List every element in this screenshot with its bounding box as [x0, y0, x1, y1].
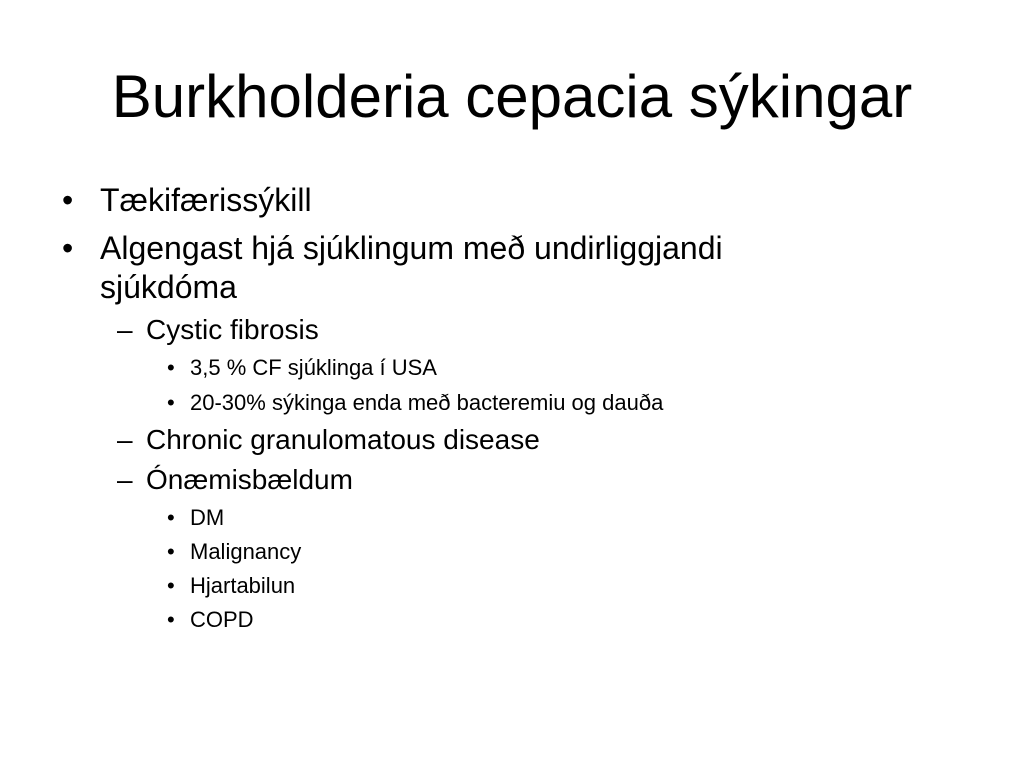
sub-sub-bullet-marker: •	[167, 505, 175, 530]
bullet-marker: •	[62, 230, 74, 266]
sub-sub-bullet-marker: •	[167, 355, 175, 380]
sub-sub-bullet-text: 20-30% sýkinga enda með bacteremiu og dauða	[190, 390, 664, 415]
sub-bullet-text: Ónæmisbældum	[146, 464, 353, 495]
bullet-text-continuation: sjúkdóma	[100, 269, 237, 305]
sub-sub-bullet-text: DM	[190, 505, 225, 530]
sub-bullet-marker: –	[117, 314, 133, 345]
sub-sub-bullet-text: Malignancy	[190, 539, 302, 564]
sub-sub-bullet-marker: •	[167, 607, 175, 632]
sub-bullet-text: Cystic fibrosis	[146, 314, 319, 345]
sub-sub-bullet-text: COPD	[190, 607, 254, 632]
sub-bullet-text: Chronic granulomatous disease	[146, 424, 540, 455]
slide-title: Burkholderia cepacia sýkingar	[111, 63, 913, 130]
sub-sub-bullet-marker: •	[167, 573, 175, 598]
sub-sub-bullet-text: Hjartabilun	[190, 573, 296, 598]
sub-bullet-marker: –	[117, 464, 133, 495]
sub-bullet-marker: –	[117, 424, 133, 455]
sub-sub-bullet-text: 3,5 % CF sjúklinga í USA	[190, 355, 437, 380]
bullet-text: Algengast hjá sjúklingum með undirliggjandi	[100, 230, 723, 266]
bullet-marker: •	[62, 182, 74, 218]
sub-sub-bullet-marker: •	[167, 390, 175, 415]
bullet-text: Tækifærissýkill	[100, 182, 312, 218]
sub-sub-bullet-marker: •	[167, 539, 175, 564]
